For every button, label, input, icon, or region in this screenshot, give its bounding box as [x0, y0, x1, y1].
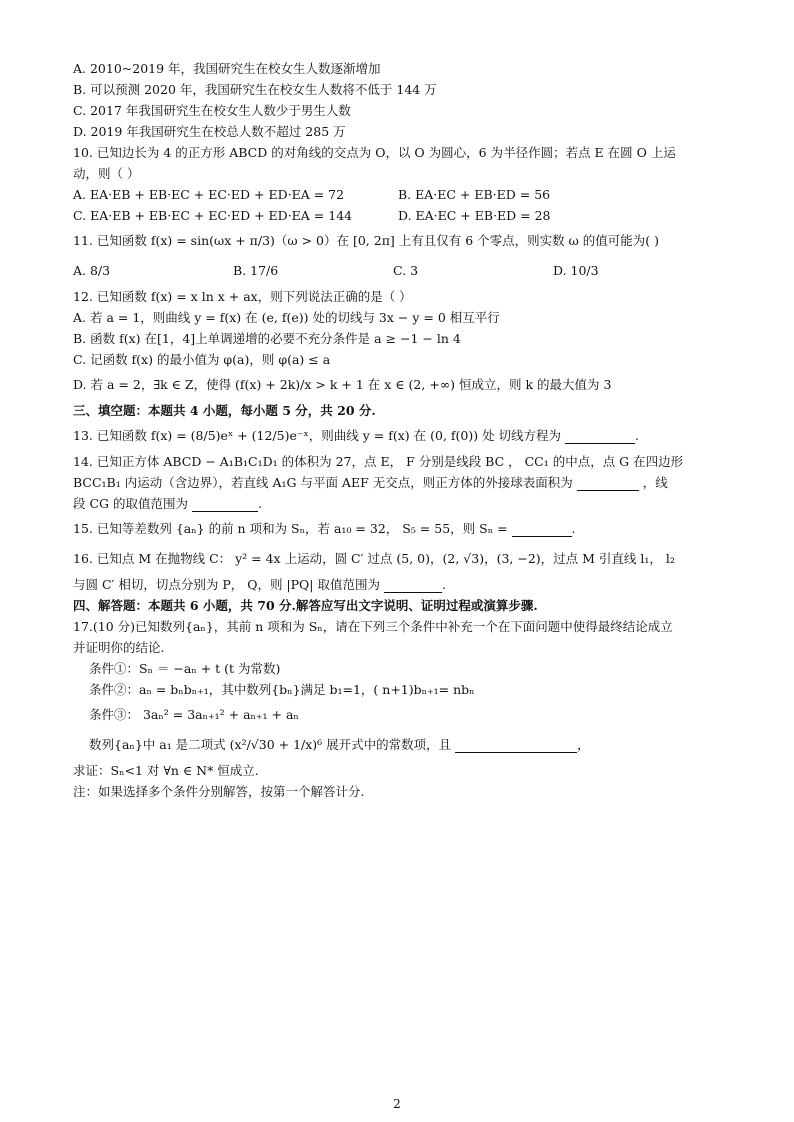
q9-option-b: B. 可以预测 2020 年，我国研究生在校女生人数将不低于 144 万 — [73, 82, 437, 97]
q16-answer-blank[interactable] — [384, 578, 442, 593]
q13-answer-blank[interactable] — [565, 429, 635, 444]
q17-condition-2: 条件②：aₙ = bₙbₙ₊₁，其中数列{bₙ}满足 b₁=1，( n+1)bₙ₊₁= nbₙ — [89, 682, 475, 697]
q10-option-a: A. EA·EB + EB·EC + EC·ED + ED·EA = 72 — [73, 187, 345, 202]
q17-stem-cont: 并证明你的结论. — [73, 640, 165, 655]
q10-option-b: B. EA·EC + EB·ED = 56 — [398, 187, 551, 202]
q13-text: 13. 已知函数 f(x) = (8/5)eˣ + (12/5)e⁻ˣ，则曲线 y = f(x) 在 (0, f(0)) 处 切线方程为 — [73, 428, 562, 443]
q15-answer-blank[interactable] — [512, 522, 572, 537]
section-3-heading: 三、填空题：本题共 4 小题，每小题 5 分，共 20 分. — [73, 403, 376, 418]
q14-range-text: 段 CG 的取值范围为 — [73, 496, 188, 511]
q17-stem: 17.(10 分)已知数列{aₙ}，其前 n 项和为 Sₙ，请在下列三个条件中补充一个在下面问题中使得最终结论成立 — [73, 619, 673, 634]
q15-line: 15. 已知等差数列 {aₙ} 的前 n 项和为 Sₙ，若 a₁₀ = 32， S₅ = 55，则 Sₙ = . — [73, 521, 576, 536]
q14-answer-blank-1[interactable] — [577, 476, 639, 491]
q17-sequence-line: 数列{aₙ}中 a₁ 是二项式 (x²/√30 + 1/x)⁶ 展开式中的常数项，且 ， — [89, 737, 590, 752]
q16-line1: 16. 已知点 M 在抛物线 C： y² = 4x 上运动，圆 C′ 过点 (5, 0)，(2, √3)，(3, −2)，过点 M 引直线 l₁， l₂ — [73, 551, 675, 566]
q9-option-a: A. 2010~2019 年，我国研究生在校女生人数逐渐增加 — [73, 61, 381, 76]
q17-condition-1: 条件①：Sₙ ＝ −aₙ + t (t 为常数) — [89, 661, 281, 676]
q12-stem: 12. 已知函数 f(x) = x ln x + ax，则下列说法正确的是（ ） — [73, 289, 412, 304]
q10-option-c: C. EA·EB + EB·EC + EC·ED + ED·EA = 144 — [73, 208, 353, 223]
q15-text: 15. 已知等差数列 {aₙ} 的前 n 项和为 Sₙ，若 a₁₀ = 32， S₅ = 55，则 Sₙ = — [73, 521, 508, 536]
section-4-heading: 四、解答题：本题共 6 小题，共 70 分.解答应写出文字说明、证明过程或演算步骤. — [73, 598, 538, 613]
q12-option-d: D. 若 a = 2，∃k ∈ Z，使得 (f(x) + 2k)/x > k + 1 在 x ∈ (2, +∞) 恒成立，则 k 的最大值为 3 — [73, 377, 612, 392]
q16-text: 与圆 C′ 相切，切点分别为 P， Q，则 |PQ| 取值范围为 — [73, 577, 380, 592]
q10-option-d: D. EA·EC + EB·ED = 28 — [398, 208, 551, 223]
q11-option-a: A. 8/3 — [73, 263, 111, 278]
q12-option-c: C. 记函数 f(x) 的最小值为 φ(a)，则 φ(a) ≤ a — [73, 352, 331, 367]
q9-option-c: C. 2017 年我国研究生在校女生人数少于男生人数 — [73, 103, 351, 118]
q12-option-a: A. 若 a = 1，则曲线 y = f(x) 在 (e, f(e)) 处的切线与 3x − y = 0 相互平行 — [73, 310, 500, 325]
q9-option-d: D. 2019 年我国研究生在校总人数不超过 285 万 — [73, 124, 346, 139]
q14-answer-blank-2[interactable] — [192, 497, 258, 512]
q17-condition-3: 条件③： 3aₙ² = 3aₙ₊₁² + aₙ₊₁ + aₙ — [89, 707, 299, 722]
q17-prove: 求证：Sₙ<1 对 ∀n ∈ N* 恒成立. — [73, 763, 259, 778]
q17-answer-blank[interactable] — [455, 738, 577, 753]
q11-option-d: D. 10/3 — [553, 263, 599, 278]
q10-stem-cont: 动，则（ ） — [73, 166, 140, 181]
q11-stem: 11. 已知函数 f(x) = sin(ωx + π/3)（ω > 0）在 [0, 2π] 上有且仅有 6 个零点，则实数 ω 的值可能为( ) — [73, 233, 660, 248]
q17-sequence-text: 数列{aₙ}中 a₁ 是二项式 (x²/√30 + 1/x)⁶ 展开式中的常数项，且 — [89, 737, 452, 752]
q10-stem: 10. 已知边长为 4 的正方形 ABCD 的对角线的交点为 O，以 O 为圆心，6 为半径作圆；若点 E 在圆 O 上运 — [73, 145, 676, 160]
q14-text-cont: ，线 — [642, 475, 668, 490]
q14-text: BCC₁B₁ 内运动（含边界），若直线 A₁G 与平面 AEF 无交点，则正方体的外接球表面积为 — [73, 475, 573, 490]
q12-option-b: B. 函数 f(x) 在[1，4]上单调递增的必要不充分条件是 a ≥ −1 − ln 4 — [73, 331, 461, 346]
exam-page — [73, 58, 728, 802]
q14-line2 — [73, 472, 728, 493]
q16-line2: 与圆 C′ 相切，切点分别为 P， Q，则 |PQ| 取值范围为 . — [73, 577, 446, 592]
q11-option-b: B. 17/6 — [233, 263, 279, 278]
q14-line1: 14. 已知正方体 ABCD − A₁B₁C₁D₁ 的体积为 27，点 E， F 分别是线段 BC ， CC₁ 的中点，点 G 在四边形 — [73, 454, 684, 469]
q13-line: 13. 已知函数 f(x) = (8/5)eˣ + (12/5)e⁻ˣ，则曲线 y = f(x) 在 (0, f(0)) 处 切线方程为 . — [73, 428, 640, 443]
q11-option-c: C. 3 — [393, 263, 419, 278]
q14-line3: 段 CG 的取值范围为 . — [73, 496, 262, 511]
q17-note: 注：如果选择多个条件分别解答，按第一个解答计分. — [73, 784, 365, 799]
page-number: 2 — [393, 1097, 401, 1111]
